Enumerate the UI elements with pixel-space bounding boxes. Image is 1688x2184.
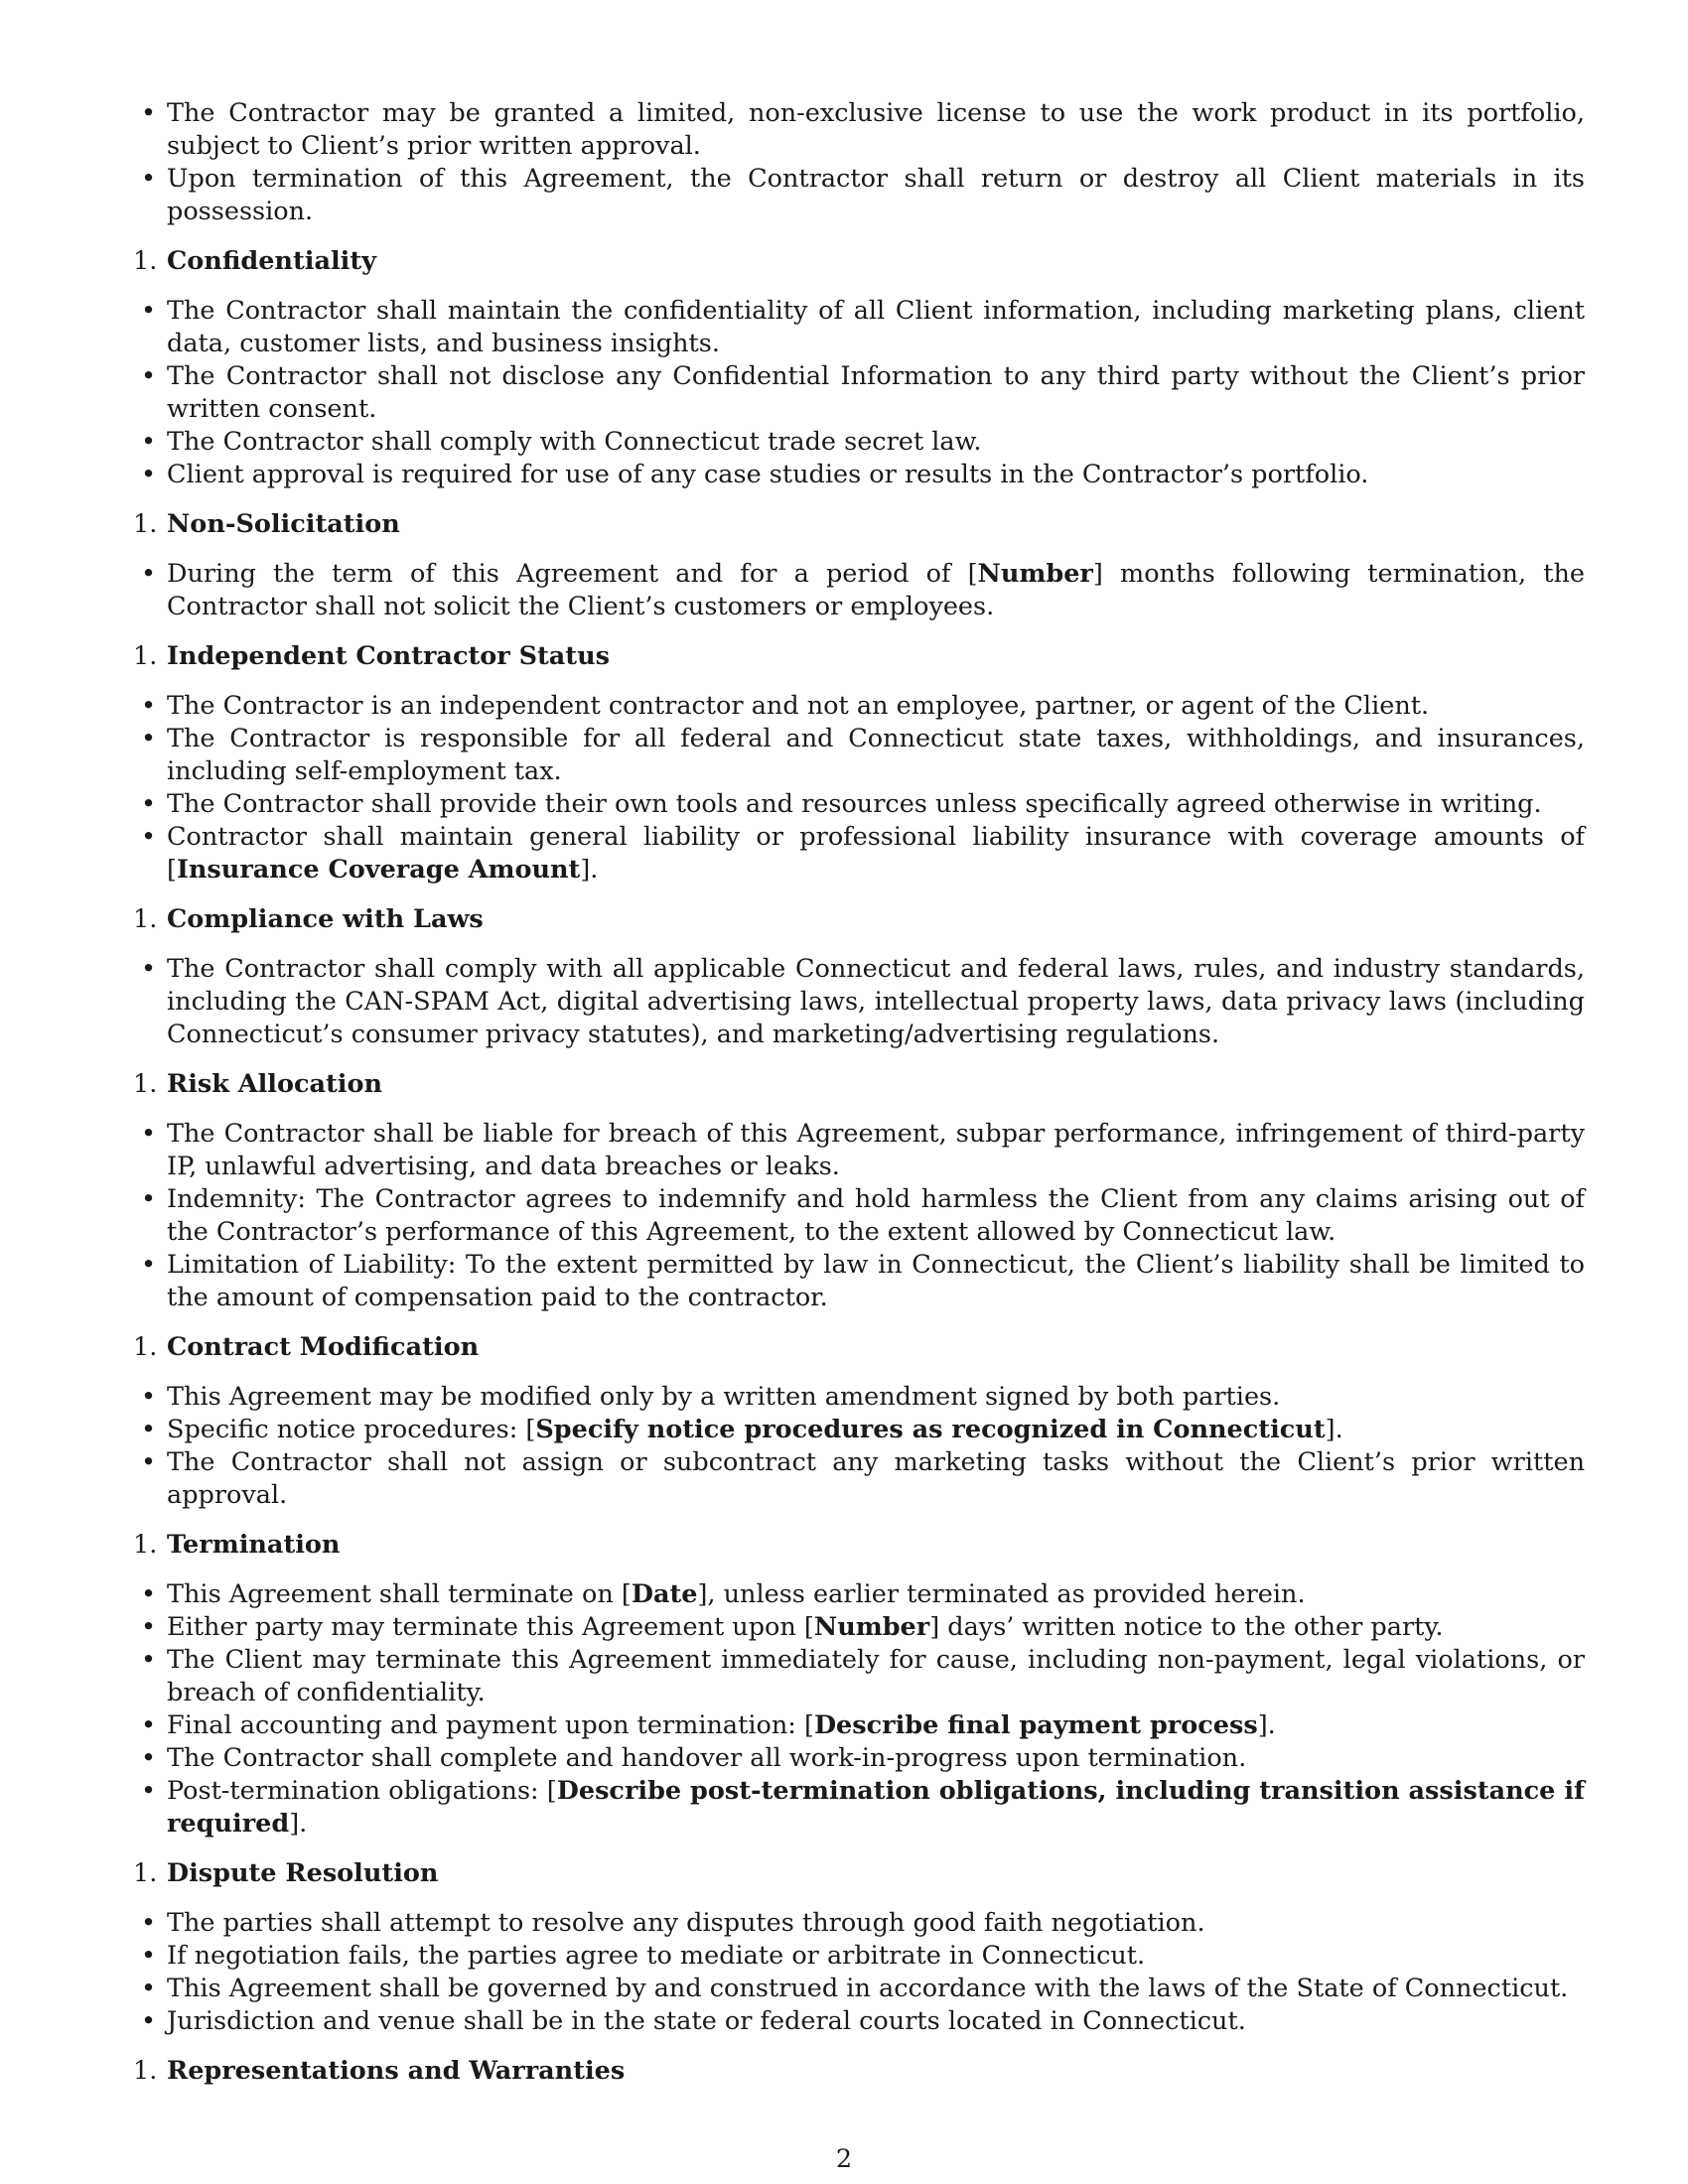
bullet-item: [167, 1118, 1585, 1183]
bullet-item: [167, 1414, 1585, 1446]
section-title: Independent Contractor Status: [167, 641, 610, 671]
section-heading: [133, 903, 1585, 936]
bullet-item: [167, 1446, 1585, 1512]
section-bullet-list: [167, 1578, 1585, 1841]
bullet-item: [167, 360, 1585, 426]
section-heading: [133, 1857, 1585, 1890]
bullet-item: [167, 1183, 1585, 1249]
section-bullet-list: [167, 1381, 1585, 1512]
placeholder-field: Date: [631, 1579, 698, 1609]
bullet-text: Specific notice procedures: [: [167, 1415, 536, 1444]
bullet-text: The Contractor shall not assign or subcontract any marketing tasks without the Client’s prior written approval.: [167, 1447, 1585, 1510]
section-number: 1.: [133, 1858, 158, 1888]
bullet-item: [167, 1973, 1585, 2005]
section-title: Termination: [167, 1530, 341, 1560]
section-heading: [133, 1068, 1585, 1101]
bullet-text: The Contractor shall comply with Connecticut trade secret law.: [167, 427, 982, 457]
section-bullet-list: [167, 1118, 1585, 1314]
bullet-text: The Contractor is an independent contractor and not an employee, partner, or agent of the Client.: [167, 691, 1430, 721]
section-title: Dispute Resolution: [167, 1858, 439, 1888]
bullet-text: Either party may terminate this Agreement upon [: [167, 1612, 814, 1642]
bullet-text: The parties shall attempt to resolve any disputes through good faith negotiation.: [167, 1908, 1205, 1938]
bullet-text: ] months following termination, the Contractor shall not solicit the Client’s customers or employees.: [167, 559, 1585, 621]
section-number: 1.: [133, 2056, 158, 2086]
bullet-text: The Contractor may be granted a limited, non-exclusive license to use the work product in its portfolio, subject to Client’s prior written approval.: [167, 98, 1585, 161]
section-number: 1.: [133, 1332, 158, 1362]
page-number: 2: [835, 2144, 853, 2174]
bullet-item: [167, 1644, 1585, 1709]
bullet-item: [167, 426, 1585, 459]
bullet-text: Jurisdiction and venue shall be in the state or federal courts located in Connecticut.: [167, 2006, 1246, 2036]
section-heading: [133, 508, 1585, 541]
bullet-text: ].: [580, 855, 599, 885]
placeholder-field: Specify notice procedures as recognized in Connecticut: [535, 1415, 1326, 1444]
section-bullet-list: [167, 295, 1585, 491]
section-heading: [133, 1529, 1585, 1562]
section-number: 1.: [133, 1069, 158, 1099]
bullet-item: [167, 723, 1585, 788]
sections-container: [133, 245, 1585, 2088]
bullet-text: The Contractor is responsible for all federal and Connecticut state taxes, withholdings, and insurances, including self-employment tax.: [167, 724, 1585, 786]
bullet-text: Limitation of Liability: To the extent permitted by law in Connecticut, the Client’s liability shall be limited to the amount of compensation paid to the contractor.: [167, 1250, 1585, 1312]
section-number: 1.: [133, 904, 158, 934]
bullet-item: [167, 1940, 1585, 1973]
bullet-text: Upon termination of this Agreement, the Contractor shall return or destroy all Client materials in its possession.: [167, 164, 1585, 226]
bullet-text: This Agreement may be modified only by a written amendment signed by both parties.: [167, 1382, 1281, 1412]
section-heading: [133, 640, 1585, 673]
bullet-text: Client approval is required for use of any case studies or results in the Contractor’s portfolio.: [167, 460, 1369, 489]
bullet-text: ] days’ written notice to the other party.: [929, 1612, 1444, 1642]
bullet-text: ].: [289, 1809, 308, 1839]
bullet-item: [167, 821, 1585, 887]
placeholder-field: Insurance Coverage Amount: [176, 855, 581, 885]
bullet-text: Post-termination obligations: [: [167, 1776, 557, 1806]
bullet-item: [167, 1578, 1585, 1611]
bullet-text: This Agreement shall be governed by and construed in accordance with the laws of the State of Connecticut.: [167, 1974, 1569, 2003]
placeholder-field: Describe post-termination obligations, including transition assistance if required: [167, 1776, 1585, 1839]
bullet-text: If negotiation fails, the parties agree to mediate or arbitrate in Connecticut.: [167, 1941, 1146, 1971]
section-number: 1.: [133, 246, 158, 276]
bullet-text: Contractor shall maintain general liability or professional liability insurance with coverage amounts of [: [167, 822, 1585, 885]
bullet-item: [167, 295, 1585, 360]
bullet-text: The Contractor shall complete and handover all work-in-progress upon termination.: [167, 1743, 1247, 1773]
document-page: [133, 97, 1585, 2105]
bullet-text: The Contractor shall not disclose any Confidential Information to any third party without the Client’s prior written consent.: [167, 361, 1585, 424]
bullet-text: Final accounting and payment upon termination: [: [167, 1710, 814, 1740]
bullet-item: [167, 1775, 1585, 1841]
bullet-item: [167, 1249, 1585, 1314]
section-bullet-list: [167, 558, 1585, 623]
bullet-text: Indemnity: The Contractor agrees to indemnify and hold harmless the Client from any claims arising out of the Contractor’s performance of this Agreement, to the extent allowed by Connecticut law.: [167, 1184, 1585, 1247]
section-title: Compliance with Laws: [167, 904, 484, 934]
section-number: 1.: [133, 641, 158, 671]
bullet-item: [167, 690, 1585, 723]
section-bullet-list: [167, 953, 1585, 1051]
section-number: 1.: [133, 1530, 158, 1560]
bullet-text: The Contractor shall be liable for breach of this Agreement, subpar performance, infringement of third-party IP, unlawful advertising, and data breaches or leaks.: [167, 1119, 1585, 1181]
bullet-text: This Agreement shall terminate on [: [167, 1579, 632, 1609]
bullet-item: [167, 788, 1585, 821]
placeholder-field: Number: [977, 559, 1093, 589]
section-bullet-list: [167, 1907, 1585, 2038]
section-title: Representations and Warranties: [167, 2056, 626, 2086]
bullet-text: The Contractor shall provide their own tools and resources unless specifically agreed otherwise in writing.: [167, 789, 1542, 819]
section-title: Confidentiality: [167, 246, 376, 276]
bullet-text: ].: [1257, 1710, 1276, 1740]
bullet-text: The Client may terminate this Agreement immediately for cause, including non-payment, legal violations, or breach of confidentiality.: [167, 1645, 1585, 1707]
section-title: Contract Modification: [167, 1332, 480, 1362]
bullet-text: ], unless earlier terminated as provided herein.: [697, 1579, 1306, 1609]
bullet-text: The Contractor shall maintain the confidentiality of all Client information, including marketing plans, client data, customer lists, and business insights.: [167, 296, 1585, 358]
placeholder-field: Number: [813, 1612, 930, 1642]
bullet-item: [167, 97, 1585, 163]
bullet-item: [167, 1709, 1585, 1742]
intro-bullet-list: [167, 97, 1585, 228]
section-heading: [133, 1331, 1585, 1364]
bullet-item: [167, 459, 1585, 491]
bullet-text: ].: [1325, 1415, 1343, 1444]
bullet-item: [167, 558, 1585, 623]
bullet-item: [167, 953, 1585, 1051]
bullet-item: [167, 2005, 1585, 2038]
bullet-item: [167, 163, 1585, 228]
bullet-item: [167, 1611, 1585, 1644]
placeholder-field: Describe final payment process: [813, 1710, 1258, 1740]
bullet-item: [167, 1381, 1585, 1414]
bullet-text: During the term of this Agreement and for a period of [: [167, 559, 978, 589]
bullet-item: [167, 1907, 1585, 1940]
bullet-text: The Contractor shall comply with all applicable Connecticut and federal laws, rules, and industry standards, including the CAN-SPAM Act, digital advertising laws, intellectual property laws, data privacy laws (including Connecticut’s consumer privacy statutes), and marketing/advertising regulations.: [167, 954, 1585, 1049]
section-number: 1.: [133, 509, 158, 539]
section-title: Non-Solicitation: [167, 509, 400, 539]
section-title: Risk Allocation: [167, 1069, 383, 1099]
section-heading: [133, 245, 1585, 278]
bullet-item: [167, 1742, 1585, 1775]
section-bullet-list: [167, 690, 1585, 887]
section-heading: [133, 2055, 1585, 2088]
